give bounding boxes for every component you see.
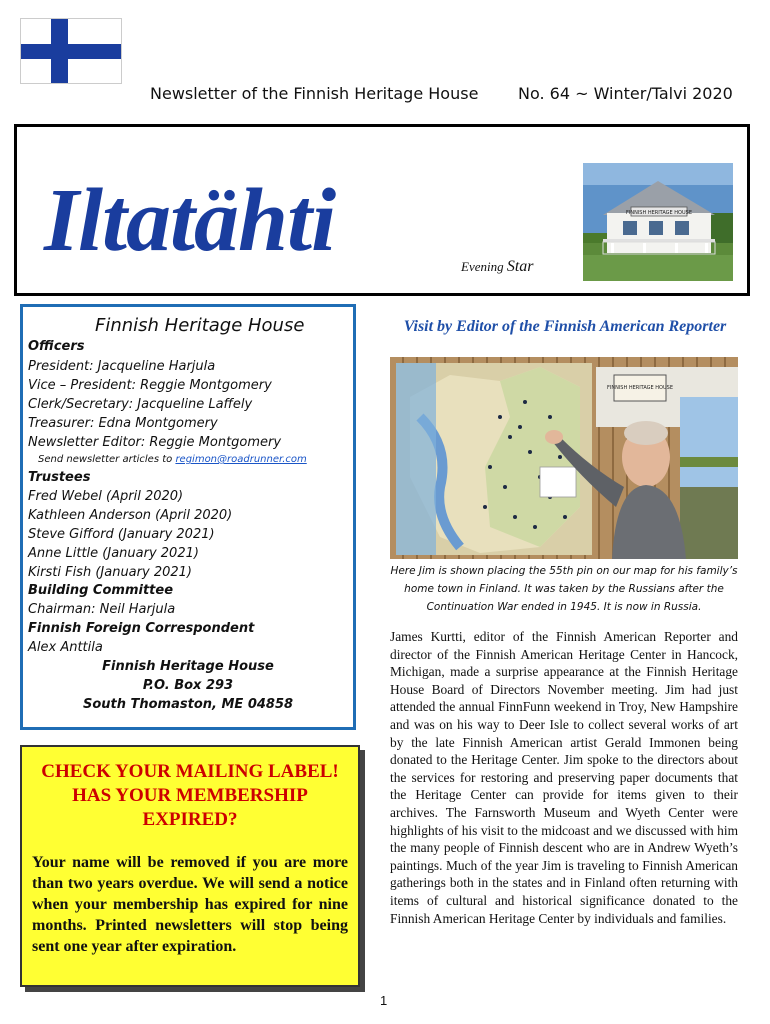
- trustee-item: Kirsti Fish (January 2021): [28, 565, 192, 580]
- officer-treasurer: Treasurer: Edna Montgomery: [28, 416, 218, 431]
- masthead-subtitle: [461, 258, 534, 276]
- subtitle-star: Star: [506, 258, 534, 275]
- trustee-item: Fred Webel (April 2020): [28, 489, 184, 504]
- officer-editor: Newsletter Editor: Reggie Montgomery: [28, 435, 282, 450]
- address-line: Finnish Heritage House: [102, 659, 274, 674]
- address-line: South Thomaston, ME 04858: [82, 697, 294, 712]
- send-note: [38, 451, 307, 469]
- trustee-item: Steve Gifford (January 2021): [28, 527, 215, 542]
- officers-heading: Officers: [28, 339, 85, 354]
- flag-cross-horizontal: [21, 44, 121, 59]
- trustee-item: Anne Little (January 2021): [28, 546, 199, 561]
- notice-heading-line: EXPIRED?: [142, 809, 238, 830]
- issue-number: No. 64 ~ Winter/Talvi 2020: [518, 84, 733, 103]
- heritage-house-photo: [583, 163, 733, 281]
- notice-heading: [20, 760, 360, 832]
- trustees-heading: Trustees: [28, 470, 91, 485]
- photo-caption: Here Jim is shown placing the 55th pin on our map for his family’s home town in Finland. It was taken by the Russians after the Continuation War ended in 1945. It is now in Russia.: [390, 565, 738, 613]
- article-body: James Kurtti, editor of the Finnish American Reporter and director of the Finnish American Heritage Center in Hancock, Michigan, made a surprise appearance at the Finnish Heritage House Board of Directors November meeting. Jim had just attended the annual FinnFunn weekend in Troy, New Hampshire and was on his way to Deer Isle to collect several works of art by the late Finnish American artist Gerald Immonen being donated to the Heritage Center. Jim spoke to the directors about the services for restoring and preserving paper documents that the Heritage Center can provide for items given to their archives. The Farnsworth Museum and Wyeth Center were highlights of his visit to the midcoast and we discussed with him the many people of Finnish descent who are in Andrew Wyeth’s paintings. Much of the year Jim is traveling to Finnish American gatherings both in the states and in Finland often returning with items of cultural and historical significance donated to the Finnish American Heritage Center by individuals and families.: [390, 629, 738, 926]
- foreign-correspondent-name: Alex Anttila: [28, 640, 103, 655]
- article-heading: Visit by Editor of the Finnish American Reporter: [403, 318, 727, 335]
- house-sign-text: FINNISH HERITAGE HOUSE: [625, 210, 693, 216]
- notice-heading-line: CHECK YOUR MAILING LABEL!: [41, 761, 339, 782]
- page-number: 1: [380, 993, 388, 1008]
- flag-cross-vertical: [51, 19, 68, 83]
- address-line: P.O. Box 293: [142, 678, 234, 693]
- officer-president: President: Jacqueline Harjula: [28, 359, 216, 374]
- newsletter-title: Newsletter of the Finnish Heritage House: [150, 84, 479, 103]
- building-chairman: Chairman: Neil Harjula: [28, 602, 176, 617]
- foreign-correspondent-heading: Finnish Foreign Correspondent: [28, 621, 255, 636]
- photo-sign-text: FINNISH HERITAGE HOUSE: [606, 385, 674, 391]
- officers-box-heading: Finnish Heritage House: [95, 315, 305, 336]
- notice-heading-line: HAS YOUR MEMBERSHIP: [72, 785, 308, 806]
- officer-vice-president: Vice – President: Reggie Montgomery: [28, 378, 272, 393]
- subtitle-evening: Evening: [461, 259, 507, 274]
- send-note-text: Send newsletter articles to: [38, 454, 176, 465]
- finnish-flag: [20, 18, 122, 84]
- masthead-title: Iltatähti: [44, 171, 336, 270]
- trustee-item: Kathleen Anderson (April 2020): [28, 508, 233, 523]
- editor-email-link[interactable]: regimon@roadrunner.com: [175, 454, 307, 465]
- building-committee-heading: Building Committee: [28, 583, 174, 598]
- notice-body: Your name will be removed if you are more than two years overdue. We will send a notice when your membership has expired for nine months. Printed newsletters will stop being sent one year after expiration.: [32, 854, 348, 955]
- map-photo: [390, 357, 738, 559]
- officer-clerk: Clerk/Secretary: Jacqueline Laffely: [28, 397, 253, 412]
